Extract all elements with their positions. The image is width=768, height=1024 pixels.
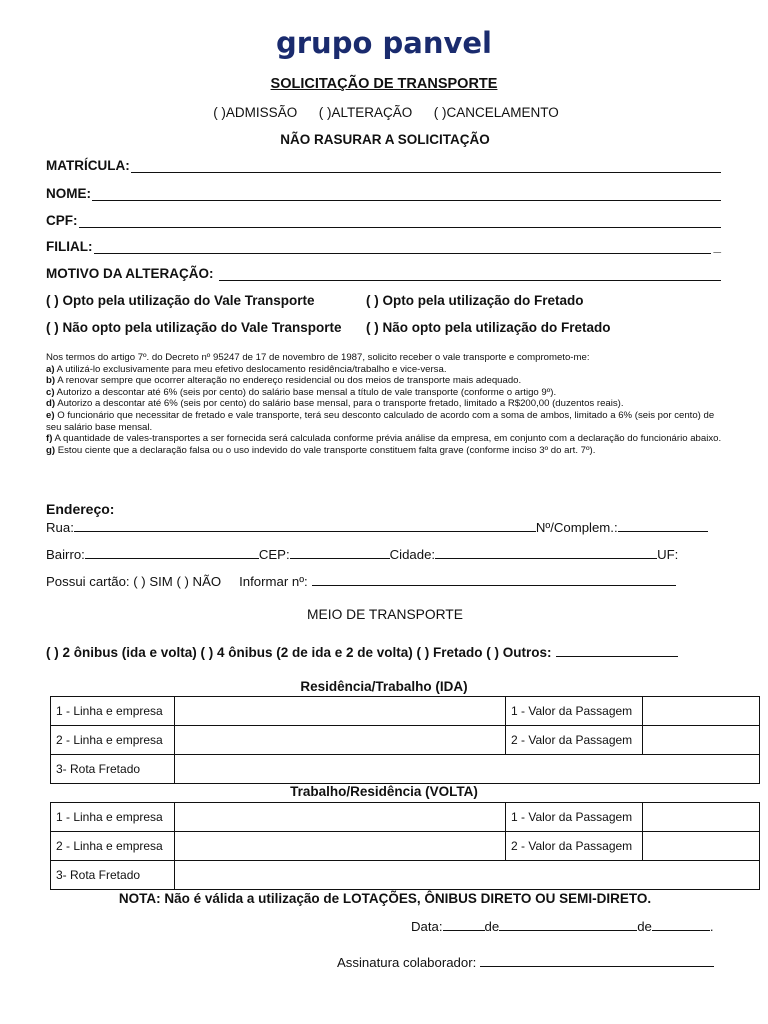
motivo-line[interactable]	[219, 268, 721, 281]
volta-table-title: Trabalho/Residência (VOLTA)	[290, 784, 478, 799]
filial-tail: _	[713, 239, 721, 254]
cep-line[interactable]	[290, 546, 390, 559]
ida-row3-input[interactable]	[175, 755, 760, 784]
cidade-label: Cidade:	[389, 547, 436, 562]
terms-block	[46, 352, 722, 456]
ida-valor2-label: 2 - Valor da Passagem	[506, 726, 643, 755]
signature-field[interactable]	[337, 954, 714, 970]
volta-row1-label: 1 - Linha e empresa	[51, 803, 175, 832]
volta-table	[50, 802, 760, 890]
nome-label: NOME:	[46, 186, 91, 201]
nome-line[interactable]	[92, 188, 721, 201]
nota-text: NOTA: Não é válida a utilização de LOTAÇÕES, ÔNIBUS DIRETO OU SEMI-DIRETO.	[118, 891, 652, 906]
filial-line[interactable]	[94, 241, 712, 254]
date-field[interactable]	[411, 918, 714, 934]
rua-field[interactable]	[46, 519, 708, 535]
choice-opt-fretado[interactable]: ( ) Opto pela utilização do Fretado	[366, 293, 584, 308]
address-heading: Endereço:	[46, 501, 115, 517]
informar-label: Informar nº:	[239, 574, 308, 589]
transport-options[interactable]	[46, 644, 678, 660]
form-title: SOLICITAÇÃO DE TRANSPORTE	[270, 76, 498, 92]
signature-line[interactable]	[480, 954, 714, 967]
bairro-line[interactable]	[85, 546, 259, 559]
table-row	[51, 861, 760, 890]
bairro-label: Bairro:	[46, 547, 85, 562]
ida-table-title: Residência/Trabalho (IDA)	[300, 679, 468, 694]
volta-row1-input[interactable]	[175, 803, 506, 832]
table-row	[51, 755, 760, 784]
date-dot: .	[709, 919, 714, 934]
cep-label: CEP:	[258, 547, 290, 562]
terms-item: g) Estou ciente que a declaração falsa ou o uso indevido do vale transporte constituem falta grave (conforme inciso 3º do art. 7º).	[46, 444, 596, 456]
no-erase-warning: NÃO RASURAR A SOLICITAÇÃO	[280, 132, 490, 147]
de-label-1: de	[484, 919, 500, 934]
choice-no-vt[interactable]: ( ) Não opto pela utilização do Vale Transporte	[46, 320, 342, 335]
terms-item: c) Autorizo a descontar até 6% (seis por cento) do salário base mensal a título de vale transporte (conforme o artigo 9º).	[46, 386, 557, 398]
uf-label: UF:	[657, 547, 679, 562]
filial-label: FILIAL:	[46, 239, 93, 254]
volta-row2-label: 2 - Linha e empresa	[51, 832, 175, 861]
option-alteracao[interactable]: ( )ALTERAÇÃO	[318, 105, 413, 120]
terms-item: e) O funcionário que necessitar de fretado e vale transporte, terá seu desconto calculado de acordo com a soma de ambos, limitado a 6% (seis por cento) de seu salário base mensal.	[46, 409, 715, 433]
table-row	[51, 803, 760, 832]
matricula-label: MATRÍCULA:	[46, 158, 130, 173]
choice-no-fretado[interactable]: ( ) Não opto pela utilização do Fretado	[366, 320, 611, 335]
ida-row2-input[interactable]	[175, 726, 506, 755]
numero-label: Nº/Complem.:	[535, 520, 618, 535]
nome-field[interactable]	[46, 186, 721, 201]
table-row	[51, 697, 760, 726]
outros-line[interactable]	[556, 644, 678, 657]
motivo-field[interactable]	[46, 266, 721, 281]
cartao-field[interactable]	[46, 573, 676, 589]
table-row	[51, 832, 760, 861]
transport-options-label[interactable]: ( ) 2 ônibus (ida e volta) ( ) 4 ônibus (2 de ida e 2 de volta) ( ) Fretado ( ) Outros:	[46, 645, 552, 660]
year-line[interactable]	[652, 918, 710, 931]
option-cancelamento[interactable]: ( )CANCELAMENTO	[433, 105, 559, 120]
volta-valor2-label: 2 - Valor da Passagem	[506, 832, 643, 861]
terms-item: f) A quantidade de vales-transportes a ser fornecida será calculada conforme prévia análise da empresa, em conjunto com a declaração do funcionário abaixo.	[46, 433, 722, 445]
terms-item: d) Autorizo a descontar até 6% (seis por cento) do salário base mensal, para o transporte fretado, limitado a R$200,00 (duzentos reais).	[46, 398, 624, 410]
rua-label: Rua:	[46, 520, 74, 535]
cpf-line[interactable]	[79, 215, 722, 228]
terms-item: b) A renovar sempre que ocorrer alteração no endereço residencial ou dos meios de transporte mais adequado.	[46, 375, 522, 387]
ida-valor1-input[interactable]	[643, 697, 760, 726]
choice-opt-vt[interactable]: ( ) Opto pela utilização do Vale Transporte	[46, 293, 315, 308]
ida-valor1-label: 1 - Valor da Passagem	[506, 697, 643, 726]
cpf-label: CPF:	[46, 213, 78, 228]
cpf-field[interactable]	[46, 213, 721, 228]
motivo-label: MOTIVO DA ALTERAÇÃO:	[46, 266, 214, 281]
filial-field[interactable]	[46, 239, 721, 254]
ida-row1-label: 1 - Linha e empresa	[51, 697, 175, 726]
volta-valor1-input[interactable]	[643, 803, 760, 832]
terms-intro: Nos termos do artigo 7º. do Decreto nº 95247 de 17 de novembro de 1987, solicito receber o vale transporte e comprometo-me:	[46, 352, 590, 363]
volta-row3-input[interactable]	[175, 861, 760, 890]
de-label-2: de	[637, 919, 652, 934]
volta-row3-label: 3- Rota Fretado	[51, 861, 175, 890]
transport-heading: MEIO DE TRANSPORTE	[307, 607, 463, 622]
month-line[interactable]	[499, 918, 637, 931]
ida-row1-input[interactable]	[175, 697, 506, 726]
informar-line[interactable]	[312, 573, 676, 586]
cartao-label[interactable]: Possui cartão: ( ) SIM ( ) NÃO	[46, 574, 222, 589]
ida-row3-label: 3- Rota Fretado	[51, 755, 175, 784]
terms-item: a) A utilizá-lo exclusivamente para meu efetivo deslocamento residência/trabalho e vice-versa.	[46, 363, 447, 375]
volta-valor1-label: 1 - Valor da Passagem	[506, 803, 643, 832]
numero-line[interactable]	[618, 519, 708, 532]
day-line[interactable]	[443, 918, 485, 931]
cidade-line[interactable]	[435, 546, 657, 559]
matricula-line[interactable]	[131, 160, 721, 173]
table-row	[51, 726, 760, 755]
matricula-field[interactable]	[46, 158, 721, 173]
ida-valor2-input[interactable]	[643, 726, 760, 755]
ida-row2-label: 2 - Linha e empresa	[51, 726, 175, 755]
bairro-field[interactable]	[46, 546, 678, 562]
volta-valor2-input[interactable]	[643, 832, 760, 861]
data-label: Data:	[411, 919, 443, 934]
rua-line[interactable]	[74, 519, 536, 532]
company-logo: grupo panvel	[276, 26, 492, 60]
request-type-options	[0, 105, 768, 120]
option-admissao[interactable]: ( )ADMISSÃO	[213, 105, 298, 120]
ida-table	[50, 696, 760, 784]
volta-row2-input[interactable]	[175, 832, 506, 861]
assinatura-label: Assinatura colaborador:	[337, 955, 477, 970]
